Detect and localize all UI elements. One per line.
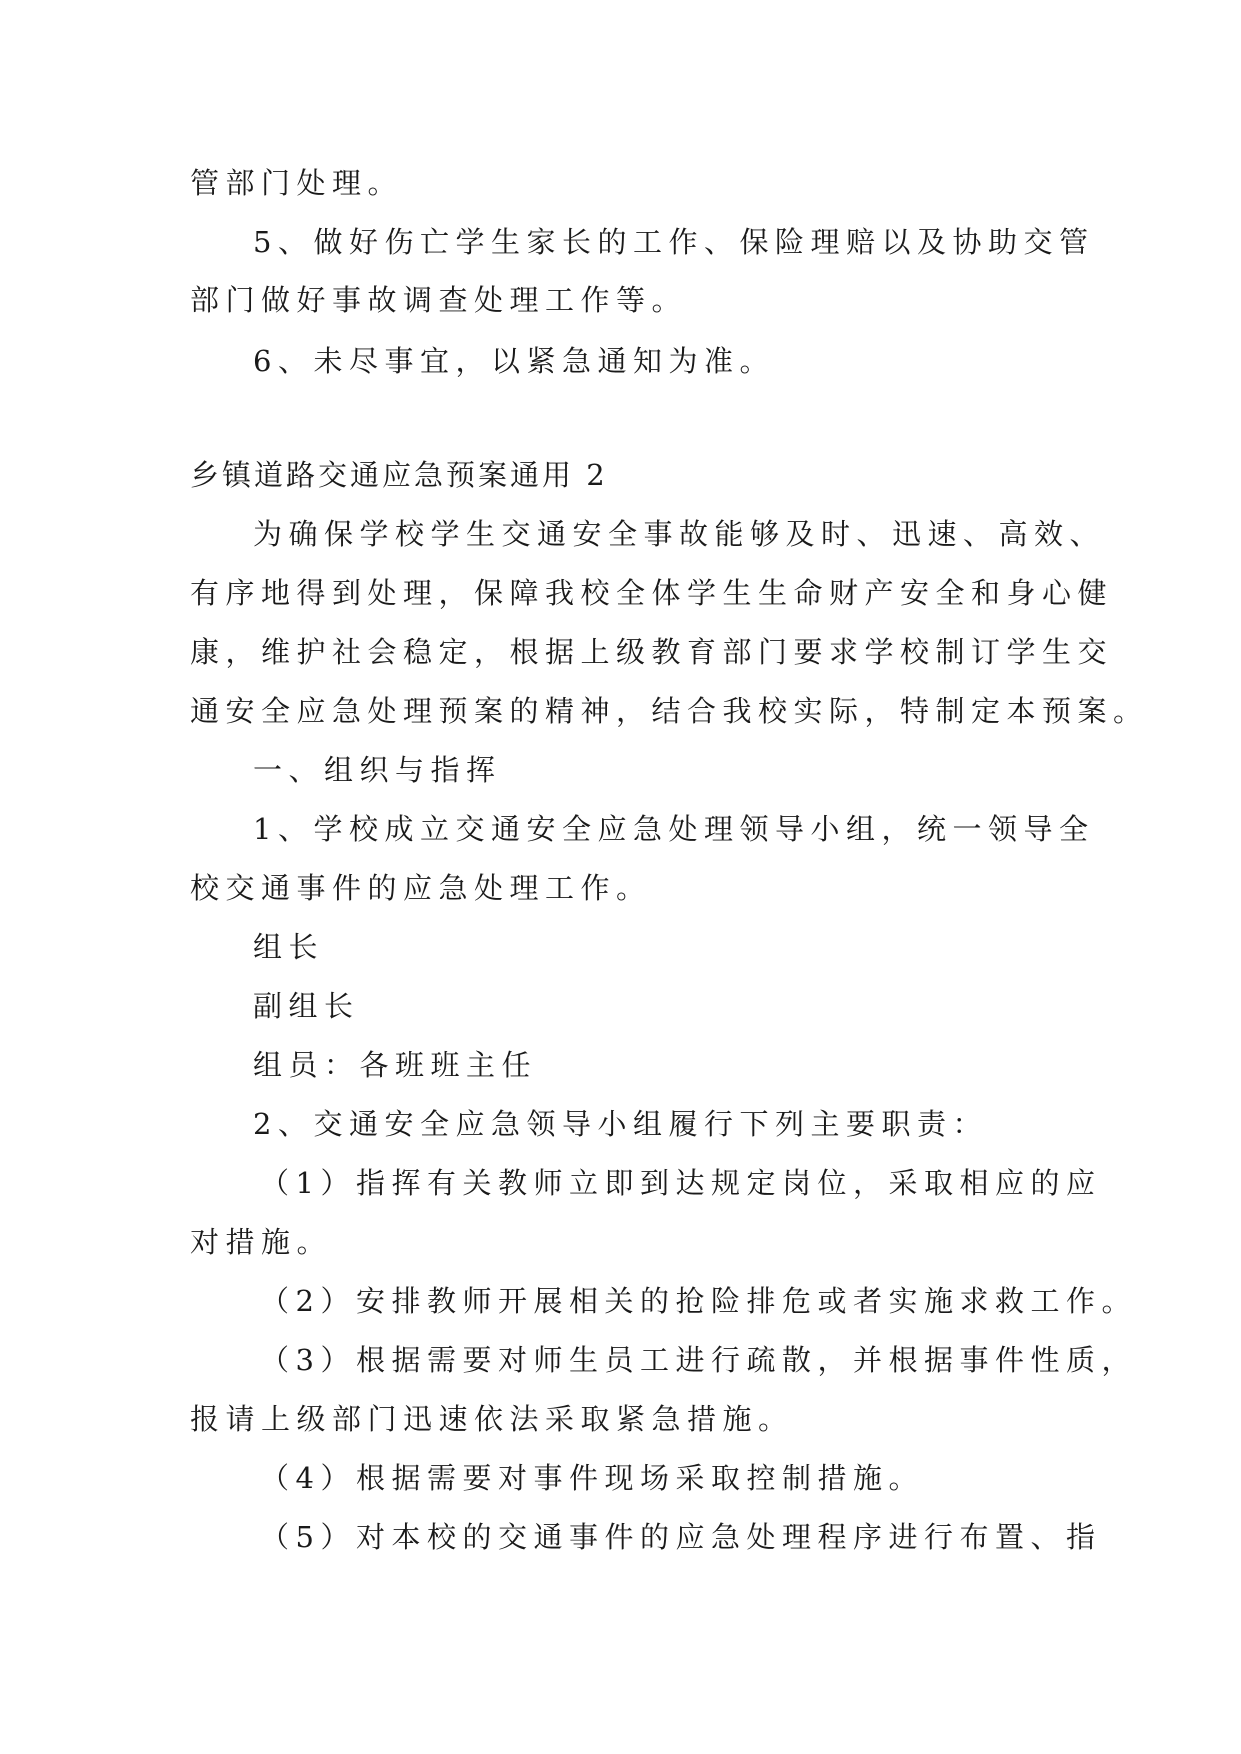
text-line-14: 副组长 <box>253 989 360 1023</box>
text-line-13: 组长 <box>253 930 325 964</box>
section-title: 乡镇道路交通应急预案通用 2 <box>190 458 608 492</box>
text-line-6: 为确保学校学生交通安全事故能够及时、迅速、高效、 <box>253 517 1106 551</box>
text-line-20: （3）根据需要对师生员工进行疏散，并根据事件性质， <box>260 1343 1137 1377</box>
text-line-18: 对措施。 <box>190 1225 333 1259</box>
text-line-9: 通安全应急处理预案的精神，结合我校实际，特制定本预案。 <box>190 694 1149 728</box>
text-line-7: 有序地得到处理，保障我校全体学生生命财产安全和身心健 <box>190 576 1114 610</box>
text-line-8: 康，维护社会稳定，根据上级教育部门要求学校制订学生交 <box>190 635 1114 669</box>
text-line-23: （5）对本校的交通事件的应急处理程序进行布置、指 <box>260 1520 1102 1554</box>
text-line-1: 管部门处理。 <box>190 166 404 200</box>
text-line-16: 2、交通安全应急领导小组履行下列主要职责： <box>253 1107 988 1141</box>
text-line-10: 一、组织与指挥 <box>253 753 502 787</box>
text-line-15: 组员：各班班主任 <box>253 1048 538 1082</box>
text-line-17: （1）指挥有关教师立即到达规定岗位，采取相应的应 <box>260 1166 1102 1200</box>
text-line-12: 校交通事件的应急处理工作。 <box>190 871 652 905</box>
text-line-4: 6、未尽事宜，以紧急通知为准。 <box>253 344 775 378</box>
text-line-11: 1、学校成立交通安全应急处理领导小组，统一领导全 <box>253 812 1095 846</box>
text-line-21: 报请上级部门迅速依法采取紧急措施。 <box>190 1402 794 1436</box>
text-line-19: （2）安排教师开展相关的抢险排危或者实施求救工作。 <box>260 1284 1137 1318</box>
text-line-3: 部门做好事故调查处理工作等。 <box>190 283 688 317</box>
text-line-22: （4）根据需要对事件现场采取控制措施。 <box>260 1461 924 1495</box>
text-line-2: 5、做好伤亡学生家长的工作、保险理赔以及协助交管 <box>253 225 1095 259</box>
